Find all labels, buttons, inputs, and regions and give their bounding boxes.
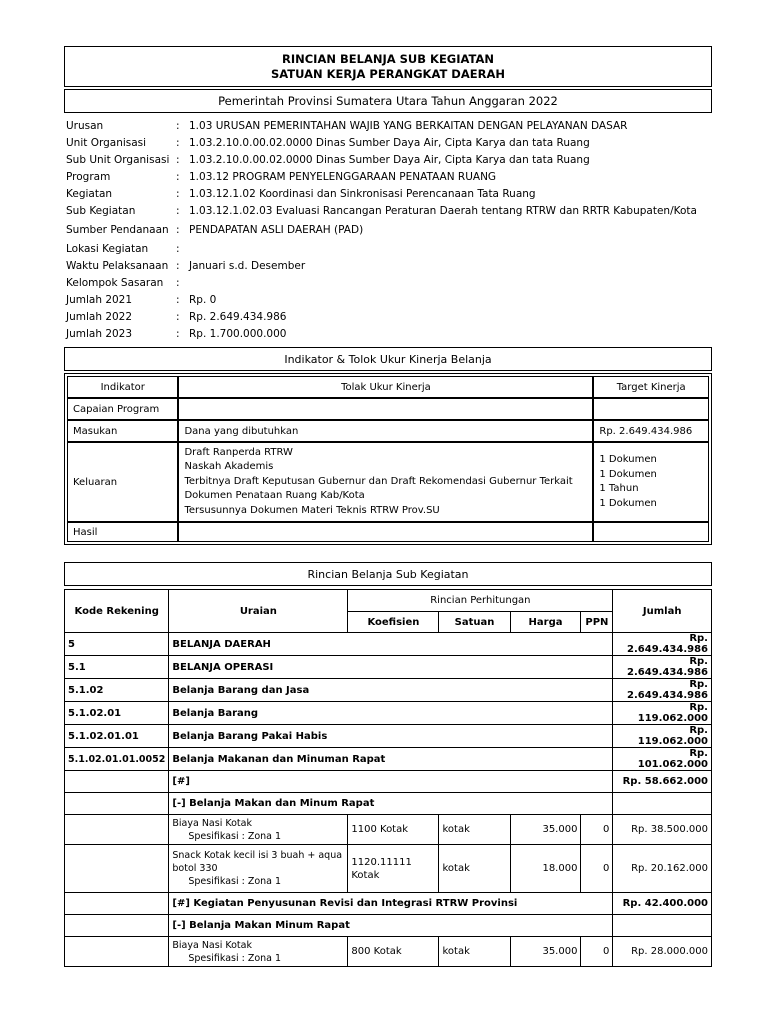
table-row: 5.1.02.01.01.0052 Belanja Makanan dan Minuman Rapat Rp. 101.062.000 <box>65 748 712 771</box>
indicator-table <box>64 373 712 545</box>
rincian-header-row-1 <box>65 590 712 612</box>
indicator-row-masukan: Masukan Dana yang dibutuhkan Rp. 2.649.434.986 <box>67 420 709 442</box>
rincian-section-title: Rincian Belanja Sub Kegiatan <box>64 562 712 586</box>
government-text: Pemerintah Provinsi Sumatera Utara Tahun Anggaran 2022 <box>218 94 558 108</box>
table-row: 5.1.02.01 Belanja Barang Rp. 119.062.000 <box>65 702 712 725</box>
table-row: 5.1 BELANJA OPERASI Rp. 2.649.434.986 <box>65 656 712 679</box>
ppn-header: PPN <box>581 612 613 633</box>
koefisien-header: Koefisien <box>348 612 439 633</box>
table-row: 5 BELANJA DAERAH Rp. 2.649.434.986 <box>65 633 712 656</box>
indicator-header-row <box>67 376 709 398</box>
table-row: [-] Belanja Makan dan Minum Rapat <box>65 793 712 815</box>
table-row: 5.1.02 Belanja Barang dan Jasa Rp. 2.649.434.986 <box>65 679 712 702</box>
rincian-perhitungan-header: Rincian Perhitungan <box>348 590 613 612</box>
satuan-header: Satuan <box>439 612 510 633</box>
item-row: Biaya Nasi Kotak Spesifikasi : Zona 1 1100 Kotak kotak 35.000 0 Rp. 38.500.000 <box>65 815 712 845</box>
government-year-banner <box>64 89 712 113</box>
item-row: Snack Kotak kecil isi 3 buah + aqua botol 330 Spesifikasi : Zona 1 1120.11111 Kotak kotak 18.000 0 Rp. 20.162.000 <box>65 845 712 893</box>
title-line-2: SATUAN KERJA PERANGKAT DAERAH <box>270 66 505 81</box>
indicator-row-hasil: Hasil <box>67 522 709 542</box>
table-row: 5.1.02.01.01 Belanja Barang Pakai Habis Rp. 119.062.000 <box>65 725 712 748</box>
harga-header: Harga <box>510 612 581 633</box>
jumlah-header: Jumlah <box>613 590 712 633</box>
indicator-row-keluaran: Keluaran Draft Ranperda RTRW Naskah Akademis Terbitnya Draft Keputusan Gubernur dan Draft Rekomendasi Gubernur Terkait Dokumen Penataan Ruang Kab/Kota Tersusunnya Dokumen Materi Teknis RTRW Prov.SU 1 Dokumen 1 Dokumen 1 Tahun 1 Dokumen <box>67 442 709 522</box>
item-row: Biaya Nasi Kotak Spesifikasi : Zona 1 800 Kotak kotak 35.000 0 Rp. 28.000.000 <box>65 937 712 967</box>
table-row: [#] Rp. 58.662.000 <box>65 771 712 793</box>
indicator-section-title: Indikator & Tolok Ukur Kinerja Belanja <box>64 347 712 371</box>
uraian-header: Uraian <box>169 590 348 633</box>
table-row: [-] Belanja Makan Minum Rapat <box>65 915 712 937</box>
keluaran-target-list: 1 Dokumen 1 Dokumen 1 Tahun 1 Dokumen <box>593 442 709 522</box>
keluaran-tolok-list: Draft Ranperda RTRW Naskah Akademis Terbitnya Draft Keputusan Gubernur dan Draft Rekomendasi Gubernur Terkait Dokumen Penataan Ruang Kab/Kota Tersusunnya Dokumen Materi Teknis RTRW Prov.SU <box>178 442 593 522</box>
table-row: [#] Kegiatan Penyusunan Revisi dan Integrasi RTRW Provinsi Rp. 42.400.000 <box>65 893 712 915</box>
target-col-header: Target Kinerja <box>593 376 709 398</box>
title-line-1: RINCIAN BELANJA SUB KEGIATAN <box>281 51 495 66</box>
kode-rekening-header: Kode Rekening <box>65 590 169 633</box>
rincian-table <box>64 589 712 967</box>
tolok-ukur-col-header: Tolak Ukur Kinerja <box>178 376 593 398</box>
indicator-col-header: Indikator <box>67 376 178 398</box>
document-title <box>64 46 712 87</box>
indicator-row-capaian: Capaian Program <box>67 398 709 420</box>
